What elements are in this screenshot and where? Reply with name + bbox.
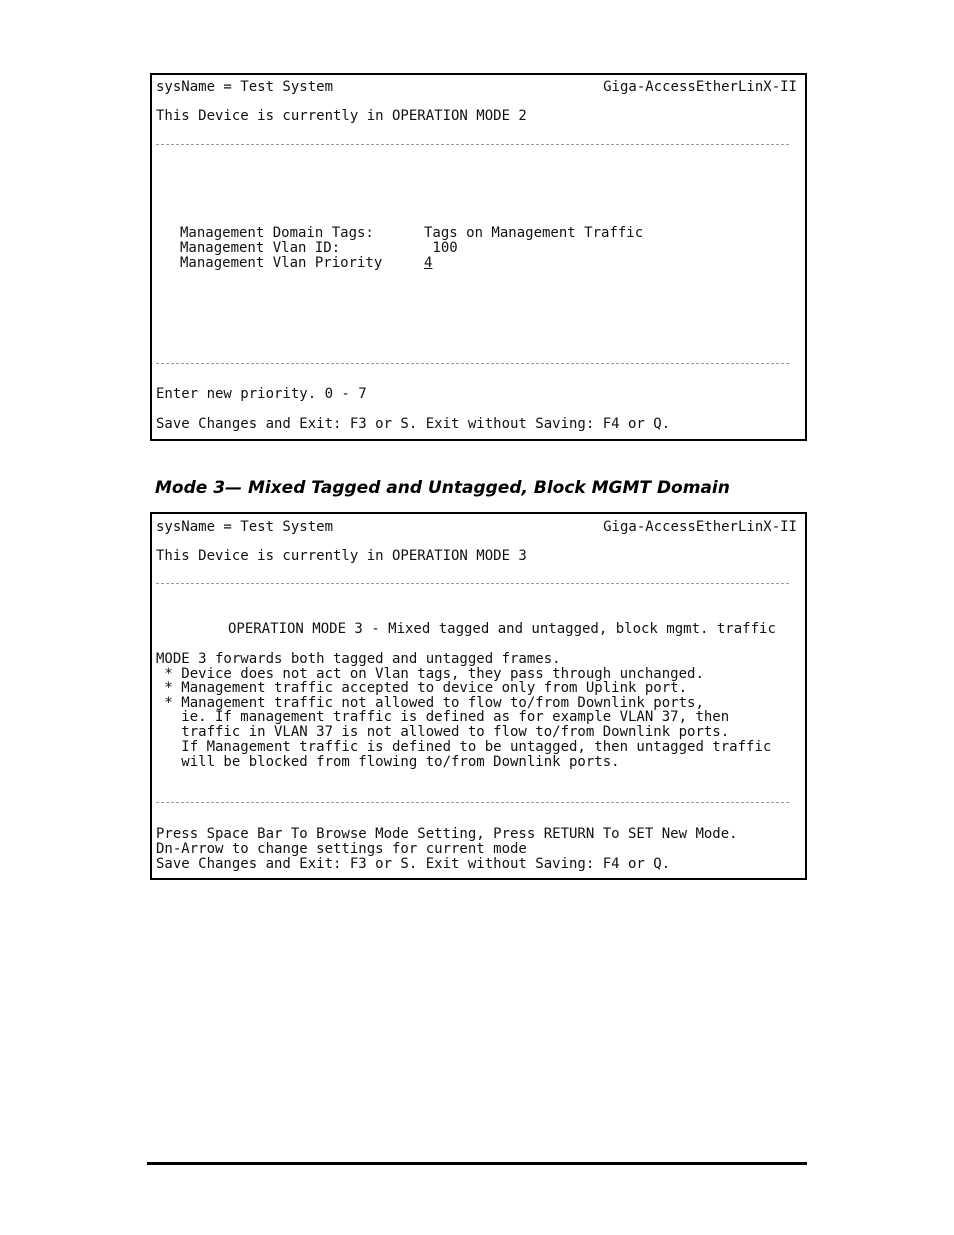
section-caption: Mode 3— Mixed Tagged and Untagged, Block MGMT Domain [155,478,730,498]
terminal-screen-mode3 [150,512,807,880]
priority-prompt: Enter new priority. 0 - 7 [156,386,367,402]
sysname-label: sysName = Test System [156,79,334,95]
sysname-label: sysName = Test System [156,519,334,535]
page-bottom-rule [147,1162,807,1165]
desc-line: ie. If management traffic is defined as for example VLAN 37, then [156,709,730,725]
field-value-vlan-priority[interactable]: 4 [424,255,433,271]
operation-mode-status: This Device is currently in OPERATION MODE 3 [156,548,527,564]
field-value-vlan-id[interactable]: 100 [424,240,458,256]
desc-line: If Management traffic is defined to be untagged, then untagged traffic [156,739,772,755]
device-name: Giga-AccessEtherLinX-II [603,519,797,535]
operation-mode-status: This Device is currently in OPERATION MODE 2 [156,108,527,124]
device-name: Giga-AccessEtherLinX-II [603,79,797,95]
dn-arrow-hint: Dn-Arrow to change settings for current mode [156,841,527,857]
divider-bottom [156,802,789,803]
desc-line: will be blocked from flowing to/from Downlink ports. [156,754,620,770]
field-value-domain-tags[interactable]: Tags on Management Traffic [424,225,644,241]
divider-top [156,583,789,584]
field-label-vlan-id: Management Vlan ID: [180,240,341,256]
desc-line: * Management traffic not allowed to flow to/from Downlink ports, [156,695,704,711]
field-label-vlan-priority: Management Vlan Priority [180,255,383,271]
terminal-screen-mode2 [150,73,807,441]
mode-heading: OPERATION MODE 3 - Mixed tagged and untagged, block mgmt. traffic [228,621,776,637]
save-exit-hint: Save Changes and Exit: F3 or S. Exit without Saving: F4 or Q. [156,856,671,872]
divider-bottom [156,363,789,364]
save-exit-hint: Save Changes and Exit: F3 or S. Exit without Saving: F4 or Q. [156,416,671,432]
divider-top [156,144,789,145]
browse-hint: Press Space Bar To Browse Mode Setting, Press RETURN To SET New Mode. [156,826,738,842]
field-label-domain-tags: Management Domain Tags: [180,225,374,241]
desc-line: traffic in VLAN 37 is not allowed to flow to/from Downlink ports. [156,724,730,740]
desc-line: * Management traffic accepted to device only from Uplink port. [156,680,688,696]
desc-line: MODE 3 forwards both tagged and untagged frames. [156,651,561,667]
desc-line: * Device does not act on Vlan tags, they pass through unchanged. [156,666,704,682]
